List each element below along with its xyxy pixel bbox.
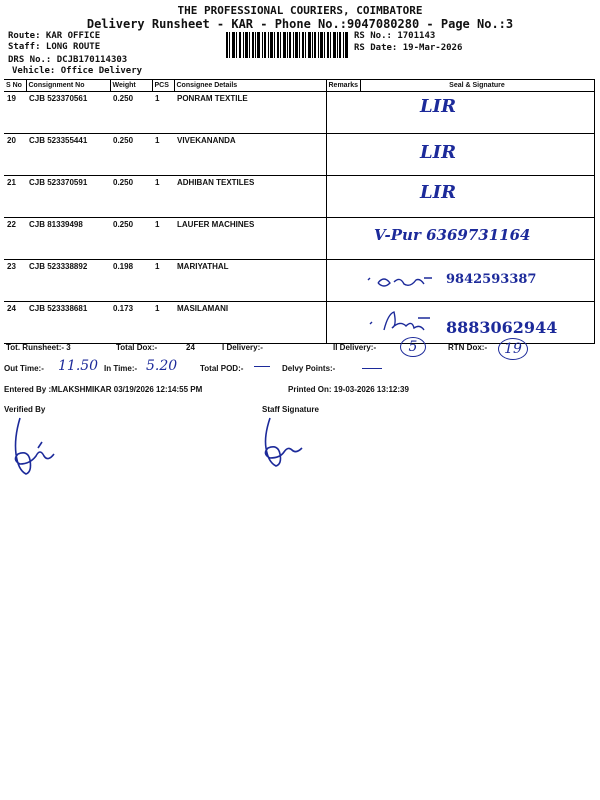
cell-seal [360, 218, 594, 260]
table-row [4, 260, 594, 302]
entered-by: Entered By :MLAKSHMIKAR 03/19/2026 12:14:55 PM [4, 385, 203, 394]
cell-consignee: MARIYATHAL [174, 260, 326, 302]
handwritten-mark [366, 274, 436, 290]
cell-seal [360, 302, 594, 344]
cell-consignment: CJB 81339498 [26, 218, 110, 260]
table-row [4, 176, 594, 218]
cell-remarks [326, 260, 360, 302]
drs-number: DRS No.: DCJB170114303 [8, 55, 128, 65]
cell-sno: 19 [4, 92, 26, 134]
col-header-pcs: PCS [152, 80, 174, 92]
verified-by-label: Verified By [4, 405, 46, 414]
handwritten-seal: LIR [420, 96, 457, 117]
vehicle-label: Vehicle: Office Delivery [12, 66, 143, 76]
ii-delivery-label: II Delivery:- [333, 343, 377, 352]
cell-remarks [326, 176, 360, 218]
ii-delivery-value: 5 [400, 336, 426, 357]
col-header-consignee: Consignee Details [174, 80, 326, 92]
cell-consignment: CJB 523370591 [26, 176, 110, 218]
col-header-sno: S No [4, 80, 26, 92]
cell-weight: 0.198 [110, 260, 152, 302]
cell-weight: 0.173 [110, 302, 152, 344]
total-pod-label: Total POD:- [200, 364, 244, 373]
staff-signature [256, 414, 316, 470]
cell-seal [360, 176, 594, 218]
cell-seal [360, 134, 594, 176]
cell-pcs: 1 [152, 134, 174, 176]
cell-weight: 0.250 [110, 134, 152, 176]
in-time-value: 5.20 [146, 358, 178, 374]
handwritten-seal: 8883062944 [446, 318, 558, 337]
cell-sno: 23 [4, 260, 26, 302]
i-delivery-label: I Delivery:- [222, 343, 263, 352]
cell-seal [360, 260, 594, 302]
cell-sno: 24 [4, 302, 26, 344]
cell-remarks [326, 92, 360, 134]
cell-pcs: 1 [152, 260, 174, 302]
rtn-dox-label: RTN Dox:- [448, 343, 488, 352]
handwritten-seal: V-Pur 6369731164 [374, 226, 531, 244]
handwritten-seal: LIR [420, 142, 457, 163]
cell-pcs: 1 [152, 92, 174, 134]
table-header-row [4, 80, 594, 92]
cell-consignee: VIVEKANANDA [174, 134, 326, 176]
cell-consignment: CJB 523355441 [26, 134, 110, 176]
barcode [226, 32, 350, 58]
runsheet-title: Delivery Runsheet - KAR - Phone No.:9047080280 - Page No.:3 [86, 17, 514, 31]
cell-consignee: MASILAMANI [174, 302, 326, 344]
out-time-value: 11.50 [58, 358, 99, 374]
cell-sno: 21 [4, 176, 26, 218]
total-dox-value: 24 [186, 343, 195, 352]
table-row [4, 134, 594, 176]
cell-weight: 0.250 [110, 218, 152, 260]
cell-remarks [326, 218, 360, 260]
table-row [4, 92, 594, 134]
total-pod-dash [254, 366, 270, 367]
rs-number: RS No.: 1701143 [354, 31, 436, 41]
cell-consignee: PONRAM TEXTILE [174, 92, 326, 134]
col-header-seal: Seal & Signature [360, 80, 594, 92]
in-time-label: In Time:- [104, 364, 138, 373]
handwritten-seal: LIR [420, 182, 457, 203]
cell-consignment: CJB 523338681 [26, 302, 110, 344]
col-header-remarks: Remarks [326, 80, 360, 92]
company-name: THE PROFESSIONAL COURIERS, COIMBATORE [177, 4, 423, 17]
printed-on: Printed On: 19-03-2026 13:12:39 [288, 385, 409, 394]
cell-pcs: 1 [152, 218, 174, 260]
cell-remarks [326, 134, 360, 176]
handwritten-seal: 9842593387 [446, 272, 537, 287]
rs-date: RS Date: 19-Mar-2026 [354, 43, 463, 53]
runsheet-table [4, 79, 595, 344]
cell-sno: 22 [4, 218, 26, 260]
cell-consignee: LAUFER MACHINES [174, 218, 326, 260]
tot-runsheet: Tot. Runsheet:- 3 [6, 343, 71, 352]
staff-signature-label: Staff Signature [262, 405, 319, 414]
cell-consignee: ADHIBAN TEXTILES [174, 176, 326, 218]
cell-pcs: 1 [152, 302, 174, 344]
cell-consignment: CJB 523338892 [26, 260, 110, 302]
cell-weight: 0.250 [110, 92, 152, 134]
delvy-points-dash [362, 368, 382, 369]
cell-pcs: 1 [152, 176, 174, 218]
cell-seal [360, 92, 594, 134]
rtn-dox-value: 19 [498, 338, 528, 360]
cell-consignment: CJB 523370561 [26, 92, 110, 134]
delvy-points-label: Delvy Points:- [282, 364, 336, 373]
verified-signature [6, 414, 66, 478]
staff-label: Staff: LONG ROUTE [8, 42, 101, 52]
col-header-weight: Weight [110, 80, 152, 92]
cell-sno: 20 [4, 134, 26, 176]
handwritten-signature [368, 310, 444, 334]
total-dox-label: Total Dox:- [116, 343, 158, 352]
cell-weight: 0.250 [110, 176, 152, 218]
route-label: Route: KAR OFFICE [8, 31, 101, 41]
out-time-label: Out Time:- [4, 364, 44, 373]
cell-remarks [326, 302, 360, 344]
col-header-consignment: Consignment No [26, 80, 110, 92]
table-row [4, 218, 594, 260]
